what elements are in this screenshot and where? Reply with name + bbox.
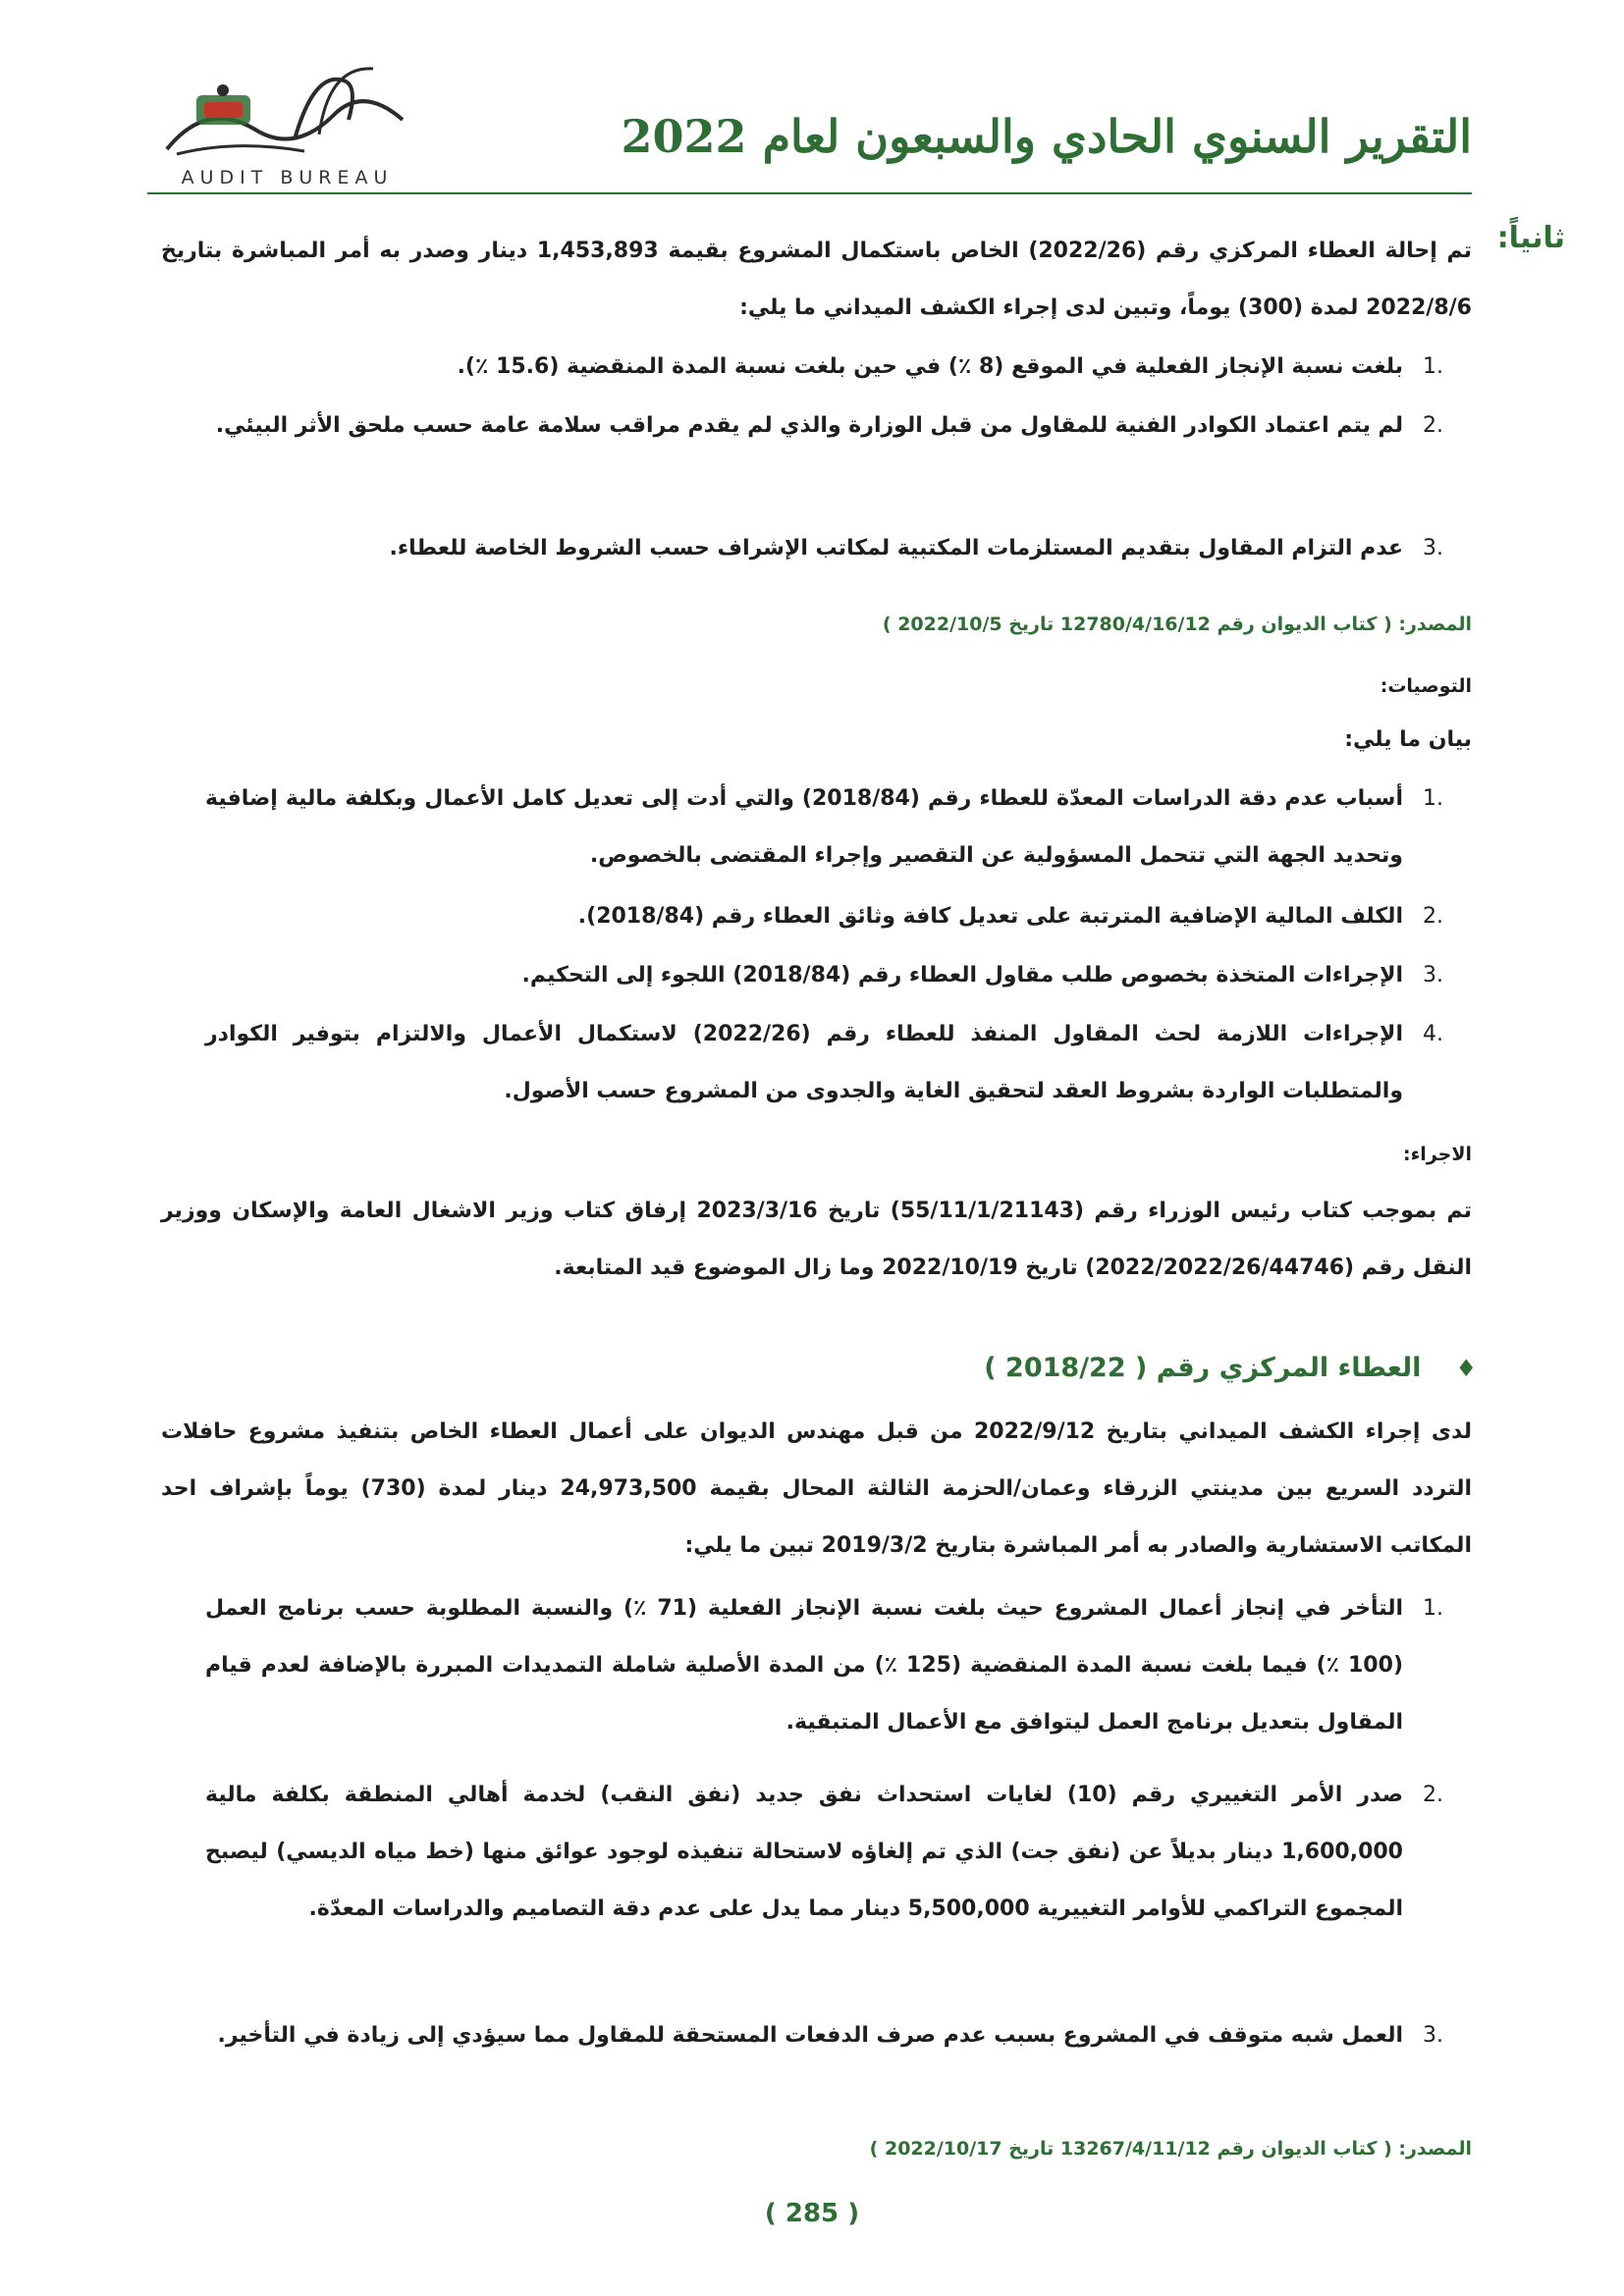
item-number: 2. bbox=[1423, 1783, 1443, 1807]
logo-emblem-icon bbox=[147, 61, 427, 164]
list-item bbox=[205, 520, 1472, 577]
tender-heading bbox=[984, 1353, 1477, 1383]
report-title: التقرير السنوي الحادي والسبعون لعام 2022 bbox=[621, 110, 1472, 163]
item-text: أسباب عدم دقة الدراسات المعدّة للعطاء رقم (2018/84) والتي أدت إلى تعديل كامل الأعمال وبكلفة مالية إضافية وتحديد الجهة التي تتحمل المسؤولية عن التقصير وإجراء المقتضى بالخصوص. bbox=[205, 786, 1403, 868]
list-item bbox=[205, 771, 1472, 884]
recommendations-label: التوصيات: bbox=[1380, 675, 1472, 697]
action-text: تم بموجب كتاب رئيس الوزراء رقم (55/11/1/21143) تاريخ 2023/3/16 إرفاق كتاب وزير الاشغال العامة والإسكان ووزير النقل رقم (2022/2022/26/44746) تاريخ 2022/10/19 وما زال الموضوع قيد المتابعة. bbox=[161, 1199, 1472, 1280]
item-text: لم يتم اعتماد الكوادر الفنية للمقاول من قبل الوزارة والذي لم يقدم مراقب سلامة عامة حسب ملحق الأثر البيئي. bbox=[215, 413, 1403, 438]
item-number: 3. bbox=[1423, 536, 1443, 561]
logo-latin-text: AUDIT BUREAU bbox=[181, 167, 394, 188]
list-item bbox=[205, 1006, 1472, 1120]
item-text: الكلف المالية الإضافية المترتبة على تعديل كافة وثائق العطاء رقم (2018/84). bbox=[577, 904, 1403, 929]
source-citation: المصدر: ( كتاب الديوان رقم 13267/4/11/12 تاريخ 2022/10/17 ) bbox=[869, 2138, 1472, 2160]
item-number: 3. bbox=[1423, 2023, 1443, 2048]
item-number: 3. bbox=[1423, 963, 1443, 988]
list-item bbox=[205, 339, 1472, 396]
item-number: 2. bbox=[1423, 904, 1443, 929]
page-number: ( 285 ) bbox=[764, 2199, 860, 2228]
list-item bbox=[205, 947, 1472, 1004]
list-item bbox=[205, 2007, 1472, 2064]
item-text: الإجراءات اللازمة لحث المقاول المنفذ للعطاء رقم (2022/26) لاستكمال الأعمال والالتزام بتوفير الكوادر والمتطلبات الواردة بشروط العقد لتحقيق الغاية والجدوى من المشروع حسب الأصول. bbox=[205, 1022, 1403, 1103]
item-text: عدم التزام المقاول بتقديم المستلزمات المكتبية لمكاتب الإشراف حسب الشروط الخاصة للعطاء. bbox=[389, 536, 1403, 561]
list-item bbox=[205, 888, 1472, 945]
item-number: 1. bbox=[1423, 1596, 1443, 1621]
item-text: العمل شبه متوقف في المشروع بسبب عدم صرف الدفعات المستحقة للمقاول مما سيؤدي إلى زيادة في التأخير. bbox=[217, 2023, 1403, 2048]
item-text: التأخر في إنجاز أعمال المشروع حيث بلغت نسبة الإنجاز الفعلية (71 ٪) والنسبة المطلوبة حسب برنامج العمل (100 ٪) فيما بلغت نسبة المدة المنقضية (125 ٪) من المدة الأصلية شاملة التمديدات المبررة بالإضافة لعدم قيام المقاول بتعديل برنامج العمل ليتوافق مع الأعمال المتبقية. bbox=[205, 1596, 1403, 1735]
source-citation: المصدر: ( كتاب الديوان رقم 12780/4/16/12 تاريخ 2022/10/5 ) bbox=[882, 614, 1472, 635]
list-item bbox=[205, 1767, 1472, 1938]
item-number: 1. bbox=[1423, 354, 1443, 379]
diamond-bullet-icon: ♦ bbox=[1455, 1355, 1477, 1382]
item-text: بلغت نسبة الإنجاز الفعلية في الموقع (8 ٪) في حين بلغت نسبة المدة المنقضية (15.6 ٪). bbox=[457, 354, 1403, 379]
tender-intro: لدى إجراء الكشف الميداني بتاريخ 2022/9/12 من قبل مهندس الديوان على أعمال العطاء الخاص بتنفيذ مشروع حافلات التردد السريع بين مدينتي الزرقاء وعمان/الحزمة الثالثة المحال بقيمة 24,973,500 دينار لمدة (730) يوماً بإشراف احد المكاتب الاستشارية والصادر به أمر المباشرة بتاريخ 2019/3/2 تبين ما يلي: bbox=[161, 1419, 1473, 1558]
header-divider bbox=[147, 192, 1472, 194]
recommendations-intro: بيان ما يلي: bbox=[1344, 727, 1472, 752]
tender-title: العطاء المركزي رقم ( 2018/22 ) bbox=[984, 1353, 1422, 1383]
item-number: 4. bbox=[1423, 1022, 1443, 1046]
item-text: الإجراءات المتخذة بخصوص طلب مقاول العطاء رقم (2018/84) اللجوء إلى التحكيم. bbox=[521, 963, 1403, 988]
item-text: صدر الأمر التغييري رقم (10) لغايات استحداث نفق جديد (نفق النقب) لخدمة أهالي المنطقة بكلفة مالية 1,600,000 دينار بديلاً عن (نفق جت) الذي تم إلغاؤه لاستحالة تنفيذه لوجود عوائق منها (خط مياه الديسي) ليصبح المجموع التراكمي للأوامر التغييرية 5,500,000 دينار مما يدل على عدم دقة التصاميم والدراسات المعدّة. bbox=[205, 1783, 1403, 1921]
list-item bbox=[205, 1580, 1472, 1751]
action-label: الاجراء: bbox=[1403, 1144, 1472, 1165]
audit-bureau-logo bbox=[147, 61, 427, 188]
section-second-label: ثانياً: bbox=[1496, 221, 1565, 255]
section-second-intro: تم إحالة العطاء المركزي رقم (2022/26) الخاص باستكمال المشروع بقيمة 1,453,893 دينار وصدر به أمر المباشرة بتاريخ 2022/8/6 لمدة (300) يوماً، وتبين لدى إجراء الكشف الميداني ما يلي: bbox=[161, 239, 1472, 320]
item-number: 1. bbox=[1423, 786, 1443, 811]
item-number: 2. bbox=[1423, 413, 1443, 438]
list-item bbox=[205, 398, 1472, 454]
